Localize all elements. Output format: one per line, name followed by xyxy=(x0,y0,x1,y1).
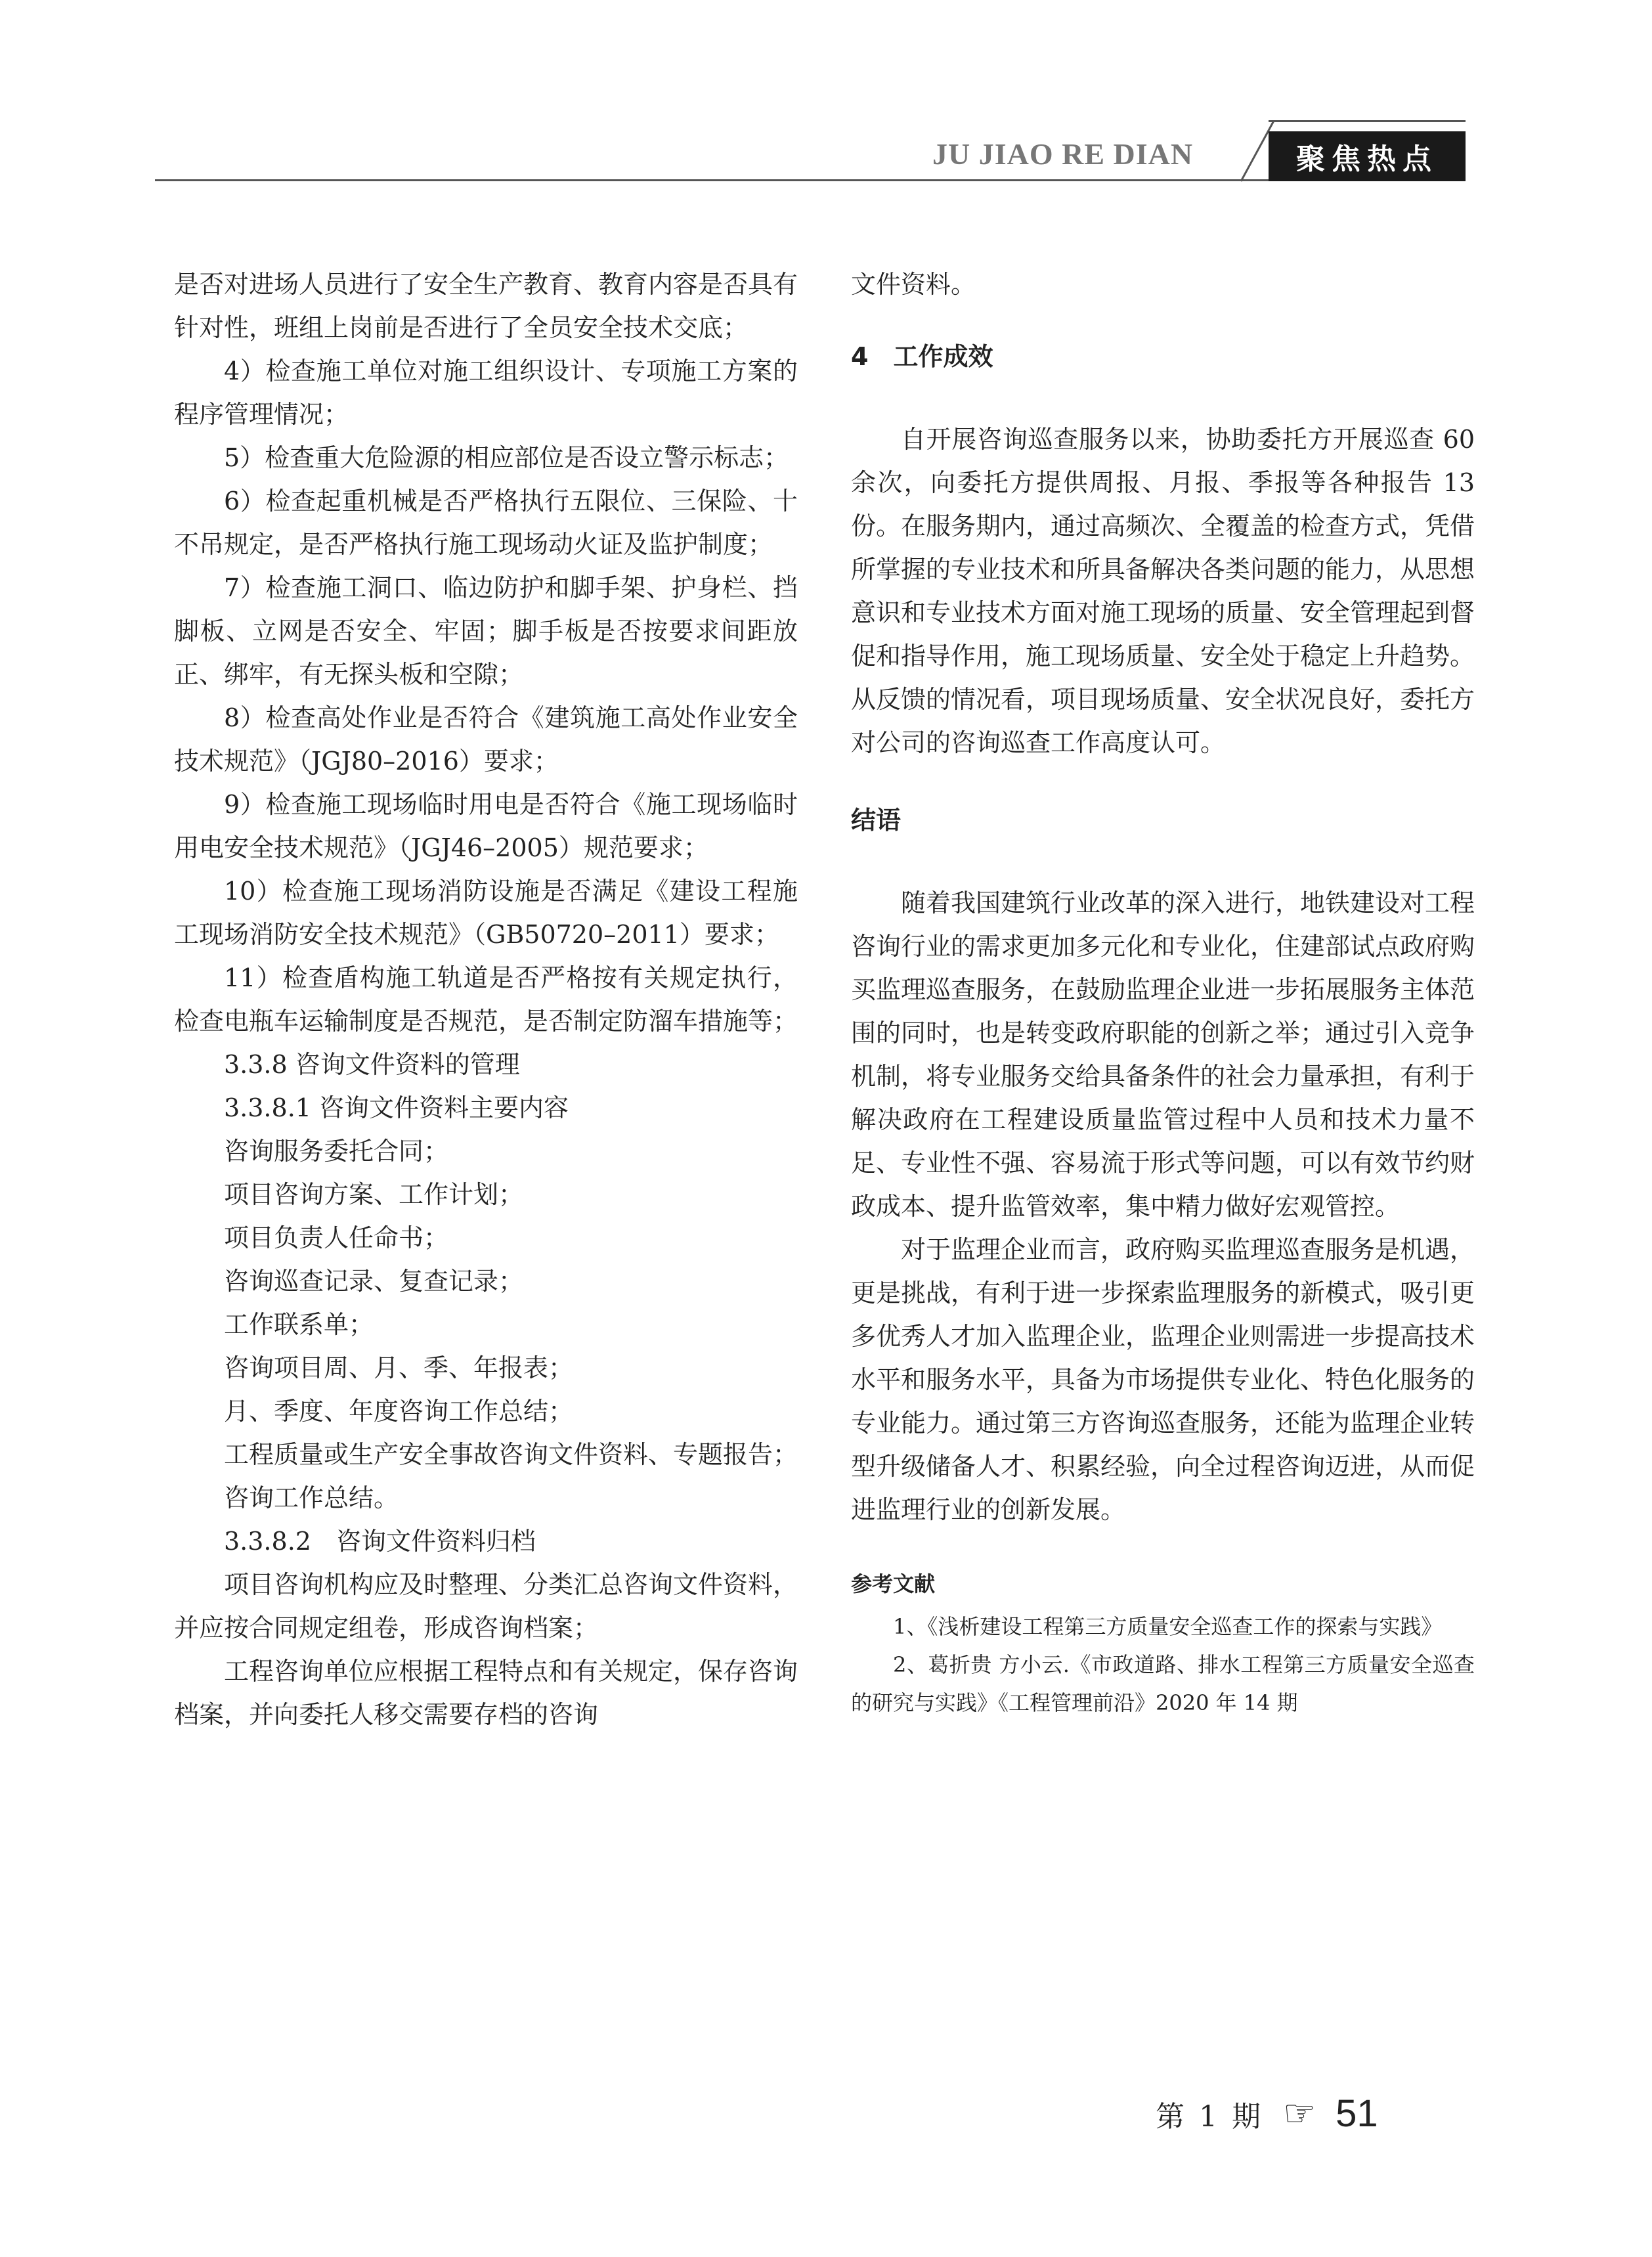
left-paragraph: 工程质量或生产安全事故咨询文件资料、专题报告； xyxy=(224,1440,798,1469)
left-paragraph: 咨询服务委托合同； xyxy=(224,1137,449,1166)
reference-item: 2、葛折贵 方小云.《市政道路、排水工程第三方质量安全巡查的研究与实践》《工程管理前沿》2020 年 14 期 xyxy=(851,1652,1475,1715)
conclusion-title: 结语 xyxy=(851,806,902,835)
left-paragraph: 项目咨询机构应及时整理、分类汇总咨询文件资料，并应按合同规定组卷，形成咨询档案； xyxy=(174,1570,798,1642)
left-paragraph: 6）检查起重机械是否严格执行五限位、三保险、十不吊规定，是否严格执行施工现场动火证及监护制度； xyxy=(174,487,798,559)
left-paragraph: 项目咨询方案、工作计划； xyxy=(224,1180,524,1209)
left-paragraph: 项目负责人任命书； xyxy=(224,1223,449,1252)
header-top-rule xyxy=(1269,120,1466,122)
reference-item: 1、《浅析建设工程第三方质量安全巡查工作的探索与实践》 xyxy=(893,1614,1443,1639)
conclusion-paragraph-1: 随着我国建筑行业改革的深入进行，地铁建设对工程咨询行业的需求更加多元化和专业化，住建部试点政府购买监理巡查服务，在鼓励监理企业进一步拓展服务主体范围的同时，也是转变政府职能的创新之举；通过引入竞争机制，将专业服务交给具备条件的社会力量承担，有利于解决政府在工程建设质量监管过程中人员和技术力量不足、专业性不强、容易流于形式等问题，可以有效节约财政成本、提升监管效率，集中精力做好宏观管控。 xyxy=(851,888,1475,1221)
pointing-hand-icon: ☞ xyxy=(1282,2092,1316,2135)
left-paragraph: 11）检查盾构施工轨道是否严格按有关规定执行，检查电瓶车运输制度是否规范，是否制定防溜车措施等； xyxy=(174,963,798,1036)
left-paragraph: 7）检查施工洞口、临边防护和脚手架、护身栏、挡脚板、立网是否安全、牢固；脚手板是否按要求间距放正、绑牢，有无探头板和空隙； xyxy=(174,573,798,689)
left-paragraph: 咨询工作总结。 xyxy=(224,1483,399,1512)
section-title-badge: 聚焦热点 xyxy=(1269,131,1466,181)
continuation-text: 文件资料。 xyxy=(851,270,976,299)
left-paragraph: 8）检查高处作业是否符合《建筑施工高处作业安全技术规范》（JGJ80–2016）要求； xyxy=(174,703,798,776)
section-4-body: 自开展咨询巡查服务以来，协助委托方开展巡查 60 余次，向委托方提供周报、月报、季报等各种报告 13 份。在服务期内，通过高频次、全覆盖的检查方式，凭借所掌握的专业技术和所具备解决各类问题的能力，从思想意识和专业技术方面对施工现场的质量、安全管理起到督促和指导作用，施工现场质量、安全处于稳定上升趋势。从反馈的情况看，项目现场质量、安全状况良好，委托方对公司的咨询巡查工作高度认可。 xyxy=(851,425,1475,757)
left-paragraph: 月、季度、年度咨询工作总结； xyxy=(224,1397,574,1426)
right-column xyxy=(851,263,1475,1722)
header-pinyin: JU JIAO RE DIAN xyxy=(932,137,1194,171)
left-paragraph: 是否对进场人员进行了安全生产教育、教育内容是否具有针对性，班组上岗前是否进行了全员安全技术交底； xyxy=(174,270,798,342)
left-paragraph: 4）检查施工单位对施工组织设计、专项施工方案的程序管理情况； xyxy=(174,357,798,429)
left-paragraph: 工程咨询单位应根据工程特点和有关规定，保存咨询档案，并向委托人移交需要存档的咨询 xyxy=(174,1657,798,1729)
left-column xyxy=(174,263,798,1736)
left-paragraph: 咨询项目周、月、季、年报表； xyxy=(224,1353,574,1382)
left-paragraph: 5）检查重大危险源的相应部位是否设立警示标志； xyxy=(224,443,789,472)
header-rule xyxy=(155,179,1271,181)
left-paragraph: 咨询巡查记录、复查记录； xyxy=(224,1267,524,1296)
issue-label: 第 1 期 xyxy=(1156,2099,1263,2134)
conclusion-paragraph-2: 对于监理企业而言，政府购买监理巡查服务是机遇，更是挑战，有利于进一步探索监理服务的新模式，吸引更多优秀人才加入监理企业，监理企业则需进一步提高技术水平和服务水平，具备为市场提供专业化、特色化服务的专业能力。通过第三方咨询巡查服务，还能为监理企业转型升级储备人才、积累经验，向全过程咨询迈进，从而促进监理行业的创新发展。 xyxy=(851,1235,1475,1524)
references-title: 参考文献 xyxy=(851,1571,936,1596)
page-number: 51 xyxy=(1336,2092,1378,2135)
left-paragraph: 3.3.8.2 咨询文件资料归档 xyxy=(224,1527,536,1556)
left-paragraph: 工作联系单； xyxy=(224,1310,374,1339)
left-paragraph: 9）检查施工现场临时用电是否符合《施工现场临时用电安全技术规范》（JGJ46–2005）规范要求； xyxy=(174,790,798,862)
left-paragraph: 3.3.8 咨询文件资料的管理 xyxy=(224,1050,520,1079)
left-paragraph: 10）检查施工现场消防设施是否满足《建设工程施工现场消防安全技术规范》（GB50720–2011）要求； xyxy=(174,877,798,949)
page-footer xyxy=(1156,2092,1378,2136)
section-4-title: 4 工作成效 xyxy=(851,342,993,371)
left-paragraph: 3.3.8.1 咨询文件资料主要内容 xyxy=(224,1093,569,1122)
